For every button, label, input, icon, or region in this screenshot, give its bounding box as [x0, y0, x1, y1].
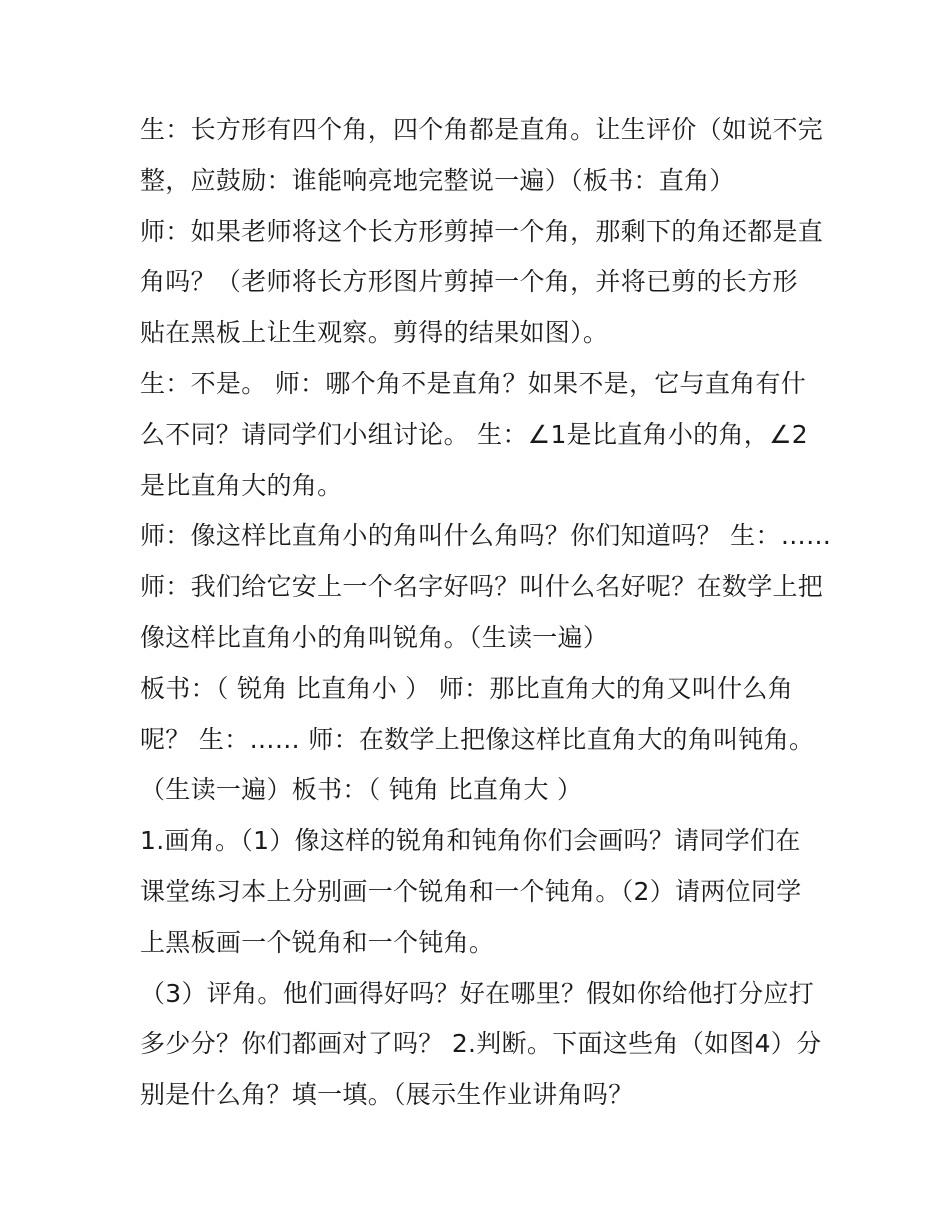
lesson-text: [140, 105, 830, 1121]
text-line: 师：我们给它安上一个名字好吗？叫什么名好呢？在数学上把: [140, 572, 824, 602]
text-line: 么不同？请同学们小组讨论。 生：∠1是比直角小的角，∠2: [140, 419, 808, 449]
text-line: 生：长方形有四个角，四个角都是直角。让生评价（如说不完: [140, 115, 824, 144]
text-line: 贴在黑板上让生观察。剪得的结果如图）。: [140, 318, 609, 348]
text-line: 1.画角。（1）像这样的锐角和钝角你们会画吗？请同学们在: [140, 826, 801, 856]
text-line: 师：如果老师将这个长方形剪掉一个角，那剩下的角还都是直: [140, 216, 824, 246]
text-line: 上黑板画一个锐角和一个钝角。: [140, 927, 495, 957]
text-line: 板书：（ 锐角 比直角小 ） 师：那比直角大的角又叫什么角: [140, 673, 793, 703]
text-line: 呢？ 生：…… 师：在数学上把像这样比直角大的角叫钝角。: [140, 724, 815, 754]
text-line: 师：像这样比直角小的角叫什么角吗？你们知道吗？ 生：……: [140, 521, 832, 551]
text-line: 别是什么角？填一填。（展示生作业讲角吗？: [140, 1080, 634, 1110]
text-line: 像这样比直角小的角叫锐角。（生读一遍）: [140, 622, 609, 652]
text-line: 是比直角大的角。: [140, 470, 343, 500]
text-line: 课堂练习本上分别画一个锐角和一个钝角。（2）请两位同学: [140, 876, 802, 906]
text-line: （生读一遍）板书：（ 钝角 比直角大 ）: [140, 775, 583, 805]
text-line: 角吗？（老师将长方形图片剪掉一个角，并将已剪的长方形: [140, 267, 798, 297]
text-line: 生：不是。 师：哪个角不是直角？如果不是，它与直角有什: [140, 368, 807, 398]
text-line: 整，应鼓励：谁能响亮地完整说一遍）（板书：直角）: [140, 165, 735, 195]
text-line: 多少分？你们都画对了吗？ 2.判断。下面这些角（如图4）分: [140, 1029, 822, 1059]
text-line: （3）评角。他们画得好吗？好在哪里？假如你给他打分应打: [140, 978, 815, 1008]
